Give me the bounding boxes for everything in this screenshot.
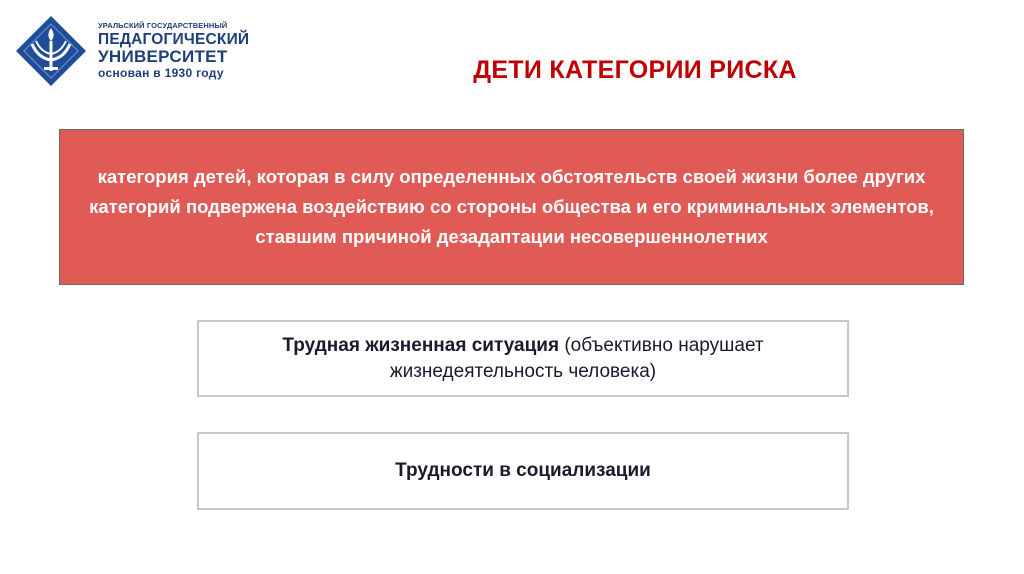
slide-title: ДЕТИ КАТЕГОРИИ РИСКА bbox=[473, 56, 797, 84]
card-1-normal-text: (объективно нарушает жизнедеятельность человека) bbox=[389, 334, 764, 382]
card-1-text bbox=[213, 333, 833, 385]
risk-factor-card-1 bbox=[197, 320, 849, 397]
university-emblem-icon bbox=[14, 14, 88, 88]
logo-line-3: УНИВЕРСИТЕТ bbox=[98, 47, 228, 66]
logo-text bbox=[98, 22, 249, 79]
definition-box bbox=[59, 129, 964, 285]
card-2-text bbox=[213, 458, 833, 484]
logo-line-2: ПЕДАГОГИЧЕСКИЙ bbox=[98, 30, 250, 48]
logo-line-4: основан в 1930 году bbox=[98, 66, 224, 80]
logo-line-1: УРАЛЬСКИЙ ГОСУДАРСТВЕННЫЙ bbox=[98, 21, 228, 30]
card-1-bold-text: Трудная жизненная ситуация bbox=[282, 334, 560, 356]
university-logo bbox=[14, 14, 254, 86]
card-2-bold-text: Трудности в социализации bbox=[395, 460, 651, 481]
risk-factor-card-2 bbox=[197, 432, 849, 510]
definition-text: категория детей, которая в силу определенных обстоятельств своей жизни более других категорий подвержена воздействию со стороны общества и его криминальных элементов, ставшим причиной дезадаптации несовершеннолетних bbox=[89, 166, 934, 247]
